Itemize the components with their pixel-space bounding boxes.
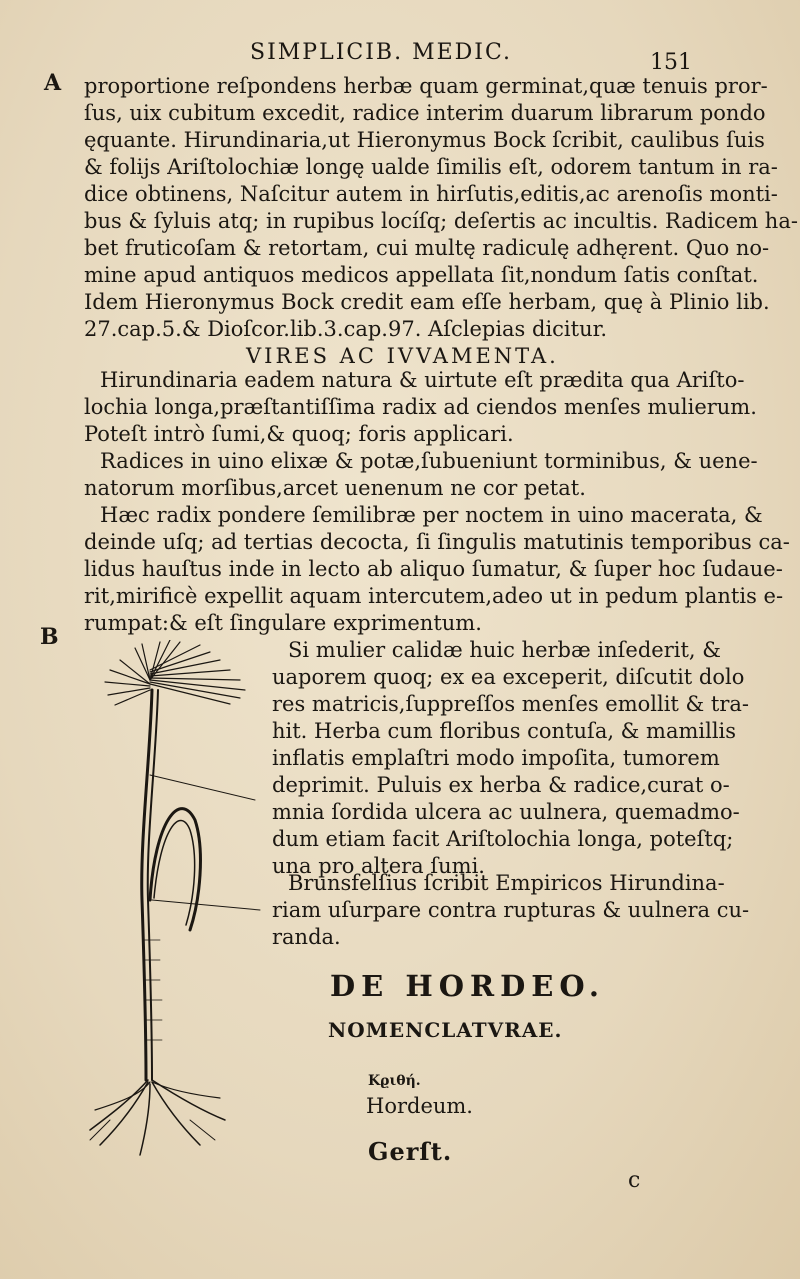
text-line: Hæc radix pondere ſemilibræ per noctem in uino macerata, &	[100, 503, 763, 527]
text-line: lochia longa,præſtantiſſima radix ad ciendos menſes mulierum.	[84, 395, 757, 419]
german-name: Gerſt.	[368, 1137, 453, 1166]
text-line: uaporem quoq; ex ea exceperit, diſcutit dolo	[272, 665, 745, 689]
text-line: res matricis,ſuppreſſos menſes emollit & tra-	[272, 692, 749, 716]
text-line: una pro altera ſumi.	[272, 854, 485, 878]
text-line: randa.	[272, 925, 341, 949]
text-line: bet fruticoſam & retortam, cui multę radiculę adhęrent. Quo no-	[84, 236, 770, 260]
text-line: Brunsfelſius ſcribit Empiricos Hirundina-	[288, 871, 725, 895]
text-line: Radices in uino elixæ & potæ,ſubueniunt torminibus, & uene-	[100, 449, 758, 473]
text-line: & folijs Ariſtolochiæ longę ualde ſimilis eſt, odorem tantum in ra-	[84, 155, 778, 179]
margin-marker-a: A	[44, 70, 62, 96]
text-line: rit,mirificè expellit aquam intercutem,adeo ut in pedum plantis e-	[84, 584, 784, 608]
text-line: deinde uſq; ad tertias decocta, ſi ſingulis matutinis temporibus ca-	[84, 530, 790, 554]
margin-marker-b: B	[40, 624, 59, 650]
text-line: lidus hauſtus inde in lecto ab aliquo ſumatur, & ſuper hoc ſudaue-	[84, 557, 783, 581]
text-line: hit. Herba cum floribus contuſa, & mamillis	[272, 719, 737, 743]
text-line: bus & ſyluis atq; in rupibus locíſq; deſertis ac incultis. Radicem ha-	[84, 209, 798, 233]
page-number: 151	[650, 50, 692, 75]
text-line: 27.cap.5.& Dioſcor.lib.3.cap.97. Aſclepias dicitur.	[84, 317, 608, 341]
chapter-subtitle: NOMENCLATVRAE.	[328, 1018, 563, 1042]
catchword: c	[628, 1168, 641, 1193]
text-line: mine apud antiquos medicos appellata ſit,nondum ſatis conſtat.	[84, 263, 759, 287]
chapter-title: DE HORDEO.	[330, 969, 606, 1003]
greek-name: Κϱιθή.	[368, 1073, 421, 1089]
text-line: dum etiam facit Ariſtolochia longa, poteſtq;	[272, 827, 734, 851]
text-line: mnia ſordida ulcera ac uulnera, quemadmo-	[272, 800, 740, 824]
text-line: dice obtinens, Naſcitur autem in hirſutis,editis,ac arenoſis monti-	[84, 182, 778, 206]
latin-name: Hordeum.	[366, 1094, 473, 1118]
text-line: rumpat:& eſt ſingulare exprimentum.	[84, 611, 482, 635]
running-title: SIMPLICIB. MEDIC.	[250, 40, 513, 65]
plant-woodcut-illustration	[80, 640, 270, 1160]
text-line: Idem Hieronymus Bock credit eam eſſe herbam, quę à Plinio lib.	[84, 290, 770, 314]
text-line: ęquante. Hirundinaria,ut Hieronymus Bock ſcribit, caulibus ſuis	[84, 128, 765, 152]
text-line: proportione reſpondens herbæ quam germinat,quæ tenuis pror-	[84, 74, 768, 98]
text-line: deprimit. Puluis ex herba & radice,curat o-	[272, 773, 730, 797]
text-line: Hirundinaria eadem natura & uirtute eſt prædita qua Ariſto-	[100, 368, 745, 392]
text-line: Si mulier calidæ huic herbæ inſederit, &	[288, 638, 721, 662]
text-line: Poteſt intrò ſumi,& quoq; foris applicari.	[84, 422, 514, 446]
section-heading: VIRES AC IVVAMENTA.	[246, 344, 559, 368]
text-line: inflatis emplaſtri modo impoſita, tumorem	[272, 746, 720, 770]
text-line: natorum morſibus,arcet uenenum ne cor petat.	[84, 476, 586, 500]
text-line: ſus, uix cubitum excedit, radice interim duarum librarum pondo	[84, 101, 766, 125]
text-line: riam uſurpare contra rupturas & uulnera cu-	[272, 898, 750, 922]
